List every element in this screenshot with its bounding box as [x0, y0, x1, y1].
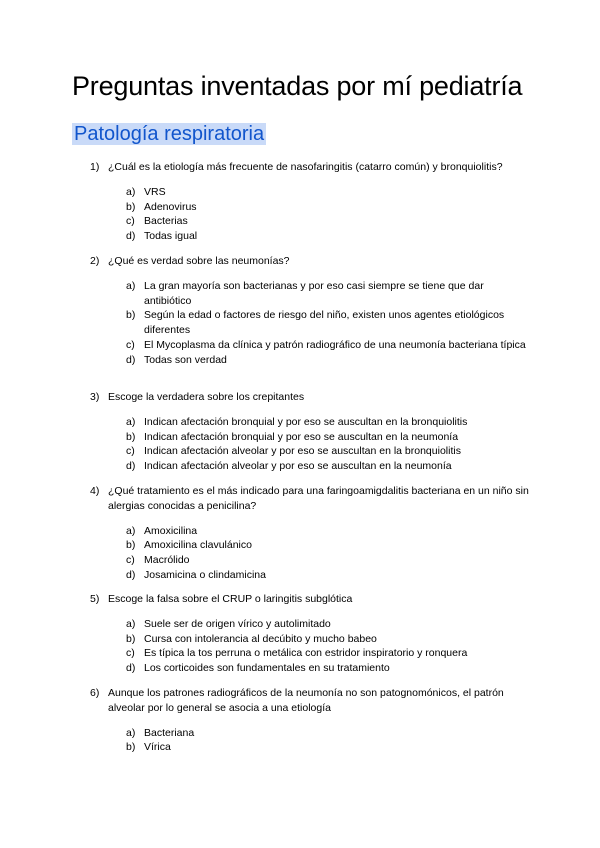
option-text: Indican afectación bronquial y por eso se auscultan en la bronquiolitis	[144, 415, 468, 428]
option-label: a)	[126, 617, 136, 630]
option-text: Amoxicilina clavulánico	[144, 539, 252, 552]
option-label: d)	[126, 353, 136, 366]
question-text: ¿Cuál es la etiología más frecuente de nasofaringitis (catarro común) y bronquiolitis?	[108, 161, 503, 173]
document-title: Preguntas inventadas por mí pediatría	[72, 71, 523, 101]
question-1	[72, 160, 532, 244]
option-label: d)	[126, 230, 136, 243]
option-label: a)	[126, 185, 136, 198]
option-label: b)	[126, 200, 136, 213]
option-item	[72, 185, 532, 200]
option-text: Bacterias	[144, 215, 188, 228]
option-label: d)	[126, 662, 136, 675]
question-5	[72, 592, 532, 676]
option-item	[72, 229, 532, 244]
option-item	[72, 553, 532, 568]
option-text: Suele ser de origen vírico y autolimitado	[144, 617, 331, 630]
question-text: Aunque los patrones radiográficos de la neumonía no son patognomónicos, el patrón alveolar por lo general se asocia a una etiología	[108, 687, 504, 714]
option-text: Indican afectación bronquial y por eso se auscultan en la neumonía	[144, 430, 459, 443]
option-item	[72, 617, 532, 632]
question-number: 4)	[90, 485, 100, 497]
question-2	[72, 254, 532, 368]
question-number: 5)	[90, 593, 100, 605]
option-text: Según la edad o factores de riesgo del niño, existen unos agentes etiológicos diferentes	[144, 309, 505, 337]
option-item	[72, 338, 532, 353]
option-label: a)	[126, 279, 136, 292]
section-heading-text: Patología respiratoria	[74, 123, 265, 145]
option-text: Adenovirus	[144, 200, 197, 213]
option-item	[72, 353, 532, 368]
option-item	[72, 538, 532, 553]
question-text: Escoge la falsa sobre el CRUP o laringitis subglótica	[108, 593, 353, 605]
option-item	[72, 524, 532, 539]
question-number: 6)	[90, 687, 100, 699]
option-label: c)	[126, 338, 135, 351]
option-text: Todas son verdad	[144, 353, 227, 366]
option-text: Indican afectación alveolar y por eso se auscultan en la neumonía	[144, 460, 452, 473]
option-item	[72, 459, 532, 474]
question-6	[72, 686, 532, 755]
option-item	[72, 415, 532, 430]
option-item	[72, 308, 532, 338]
option-item	[72, 661, 532, 676]
option-text: El Mycoplasma da clínica y patrón radiográfico de una neumonía bacteriana típica	[144, 338, 526, 351]
question-4	[72, 484, 532, 583]
option-text: Josamicina o clindamicina	[144, 568, 266, 581]
option-item	[72, 279, 532, 309]
option-text: Macrólido	[144, 554, 190, 567]
option-item	[72, 646, 532, 661]
option-label: c)	[126, 554, 135, 567]
option-item	[72, 740, 532, 755]
option-text: Es típica la tos perruna o metálica con estridor inspiratorio y ronquera	[144, 647, 468, 660]
option-label: b)	[126, 741, 136, 754]
option-item	[72, 568, 532, 583]
question-number: 3)	[90, 391, 100, 403]
option-item	[72, 726, 532, 741]
option-label: c)	[126, 647, 135, 660]
question-3	[72, 390, 532, 474]
option-label: b)	[126, 632, 136, 645]
option-label: a)	[126, 524, 136, 537]
question-number: 2)	[90, 255, 100, 267]
option-text: Los corticoides son fundamentales en su tratamiento	[144, 662, 390, 675]
option-text: La gran mayoría son bacterianas y por eso casi siempre se tiene que dar antibiótico	[144, 279, 484, 307]
question-number: 1)	[90, 161, 100, 173]
option-text: Todas igual	[144, 230, 198, 243]
option-text: Cursa con intolerancia al decúbito y mucho babeo	[144, 632, 377, 645]
option-text: Indican afectación alveolar y por eso se auscultan en la bronquiolitis	[144, 445, 461, 458]
option-item	[72, 430, 532, 445]
option-text: VRS	[144, 185, 166, 198]
option-item	[72, 632, 532, 647]
option-label: c)	[126, 215, 135, 228]
question-text: Escoge la verdadera sobre los crepitantes	[108, 391, 305, 403]
option-item	[72, 444, 532, 459]
option-text: Bacteriana	[144, 726, 195, 739]
question-text: ¿Qué es verdad sobre las neumonías?	[108, 255, 290, 267]
option-label: b)	[126, 539, 136, 552]
option-label: d)	[126, 568, 136, 581]
question-text: ¿Qué tratamiento es el más indicado para una faringoamigdalitis bacteriana en un niño sin alergias conocidas a penicilina?	[108, 485, 529, 512]
option-item	[72, 214, 532, 229]
option-label: b)	[126, 430, 136, 443]
option-text: Vírica	[144, 741, 171, 754]
option-label: b)	[126, 309, 136, 322]
option-item	[72, 200, 532, 215]
option-label: d)	[126, 460, 136, 473]
section-heading	[72, 123, 266, 146]
option-label: a)	[126, 415, 136, 428]
option-label: a)	[126, 726, 136, 739]
option-label: c)	[126, 445, 135, 458]
option-text: Amoxicilina	[144, 524, 198, 537]
